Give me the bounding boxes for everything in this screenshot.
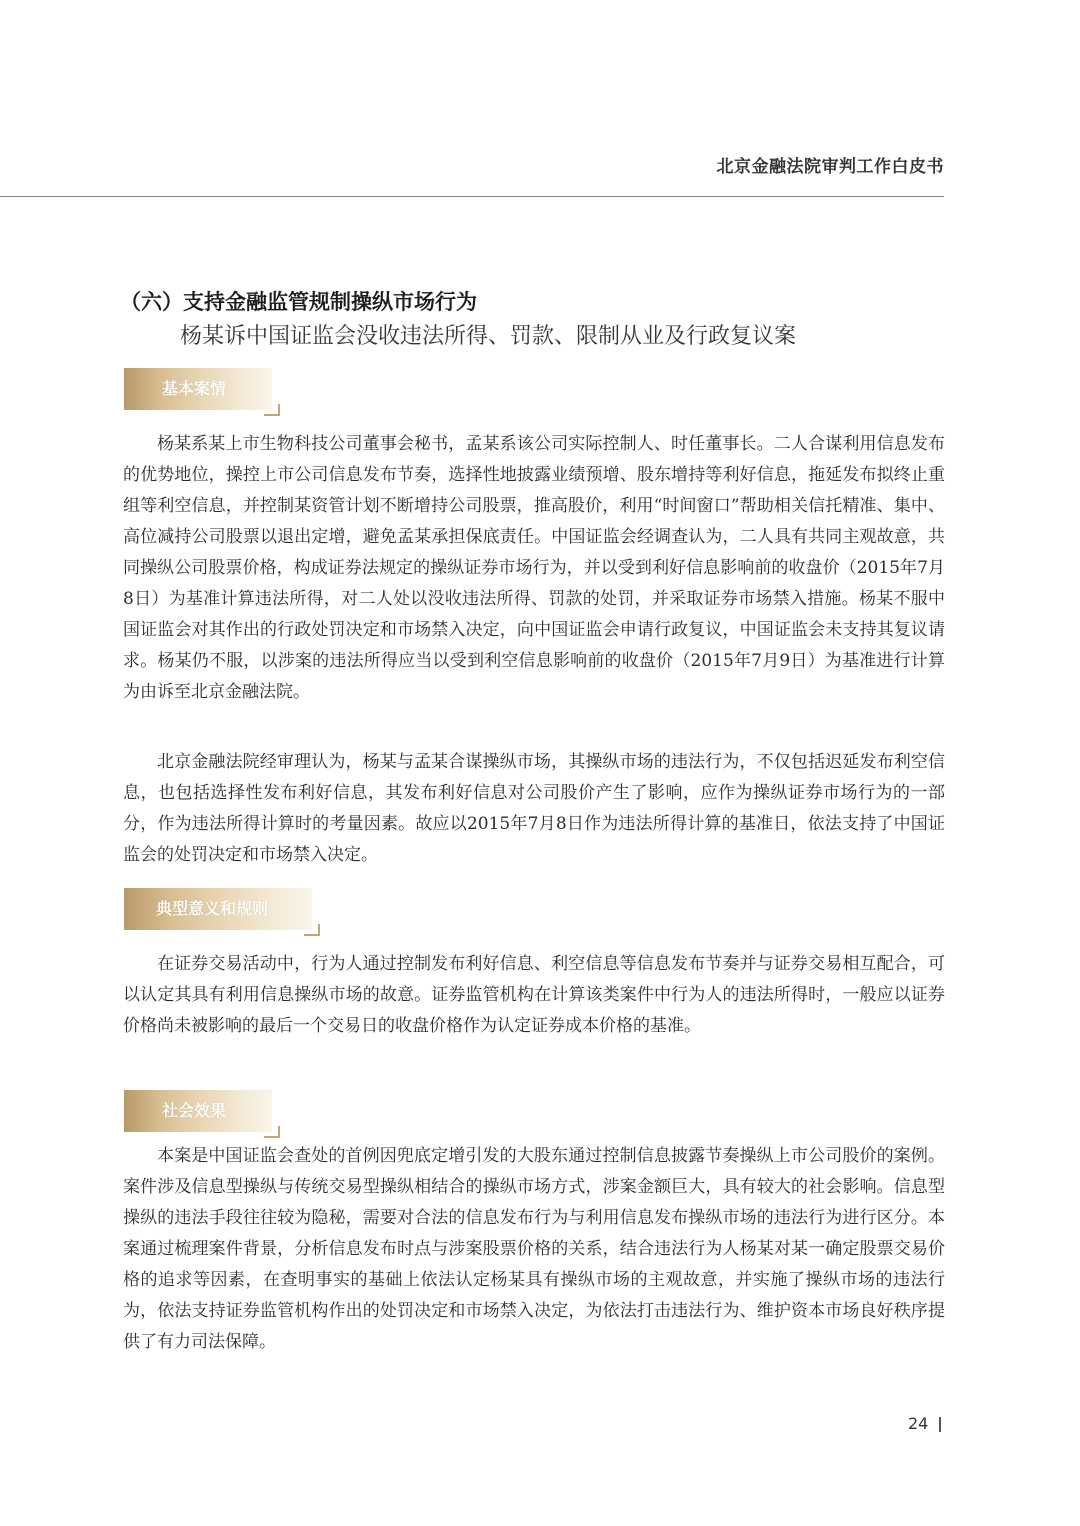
label-basic-facts	[124, 368, 272, 410]
running-header: 北京金融法院审判工作白皮书	[716, 157, 944, 177]
section-heading: （六）支持金融监管规制操纵市场行为	[120, 290, 477, 314]
label-basic-facts-text: 基本案情	[162, 379, 227, 398]
label-social-effect-text: 社会效果	[162, 1101, 227, 1120]
case-title: 杨某诉中国证监会没收违法所得、罚款、限制从业及行政复议案	[180, 324, 797, 349]
label-social-effect	[124, 1090, 272, 1132]
page-number-divider	[939, 1417, 941, 1432]
paragraph-social-effect-1: 本案是中国证监会查处的首例因兜底定增引发的大股东通过控制信息披露节奏操纵上市公司股价的案例。案件涉及信息型操纵与传统交易型操纵相结合的操纵市场方式，涉案金额巨大，具有较大的社会影响。信息型操纵的违法手段往往较为隐秘，需要对合法的信息发布行为与利用信息发布操纵市场的违法行为进行区分。本案通过梳理案件背景，分析信息发布时点与涉案股票价格的关系，结合违法行为人杨某对某一确定股票交易价格的追求等因素，在查明事实的基础上依法认定杨某具有操纵市场的主观故意，并实施了操纵市场的违法行为，依法支持证券监管机构作出的处罚决定和市场禁入决定，为依法打击违法行为、维护资本市场良好秩序提供了有力司法保障。	[123, 1146, 945, 1352]
label-significance-text: 典型意义和规则	[156, 899, 269, 918]
page-number: 24	[908, 1414, 929, 1433]
paragraph-significance-1: 在证券交易活动中，行为人通过控制发布利好信息、利空信息等信息发布节奏并与证券交易相互配合，可以认定其具有利用信息操纵市场的故意。证券监管机构在计算该类案件中行为人的违法所得时，一般应以证券价格尚未被影响的最后一个交易日的收盘价格作为认定证券成本价格的基准。	[123, 954, 945, 1036]
paragraph-basic-facts-1: 杨某系某上市生物科技公司董事会秘书，孟某系该公司实际控制人、时任董事长。二人合谋利用信息发布的优势地位，操控上市公司信息发布节奏，选择性地披露业绩预增、股东增持等利好信息，拖延发布拟终止重组等利空信息，并控制某资管计划不断增持公司股票，推高股价，利用“时间窗口”帮助相关信托精准、集中、高位减持公司股票以退出定增，避免孟某承担保底责任。中国证监会经调查认为，二人具有共同主观故意，共同操纵公司股票价格，构成证券法规定的操纵证券市场行为，并以受到利好信息影响前的收盘价（2015年7月8日）为基准计算违法所得，对二人处以没收违法所得、罚款的处罚，并采取证券市场禁入措施。杨某不服中国证监会对其作出的行政处罚决定和市场禁入决定，向中国证监会申请行政复议，中国证监会未支持其复议请求。杨某仍不服，以涉案的违法所得应当以受到利空信息影响前的收盘价（2015年7月9日）为基准进行计算为由诉至北京金融法院。	[123, 434, 945, 702]
label-significance	[124, 888, 312, 930]
header-rule	[0, 196, 944, 197]
paragraph-basic-facts-2: 北京金融法院经审理认为，杨某与孟某合谋操纵市场，其操纵市场的违法行为，不仅包括迟延发布利空信息，也包括选择性发布利好信息，其发布利好信息对公司股价产生了影响，应作为操纵证券市场行为的一部分，作为违法所得计算时的考量因素。故应以2015年7月8日作为违法所得计算的基准日，依法支持了中国证监会的处罚决定和市场禁入决定。	[123, 752, 945, 865]
